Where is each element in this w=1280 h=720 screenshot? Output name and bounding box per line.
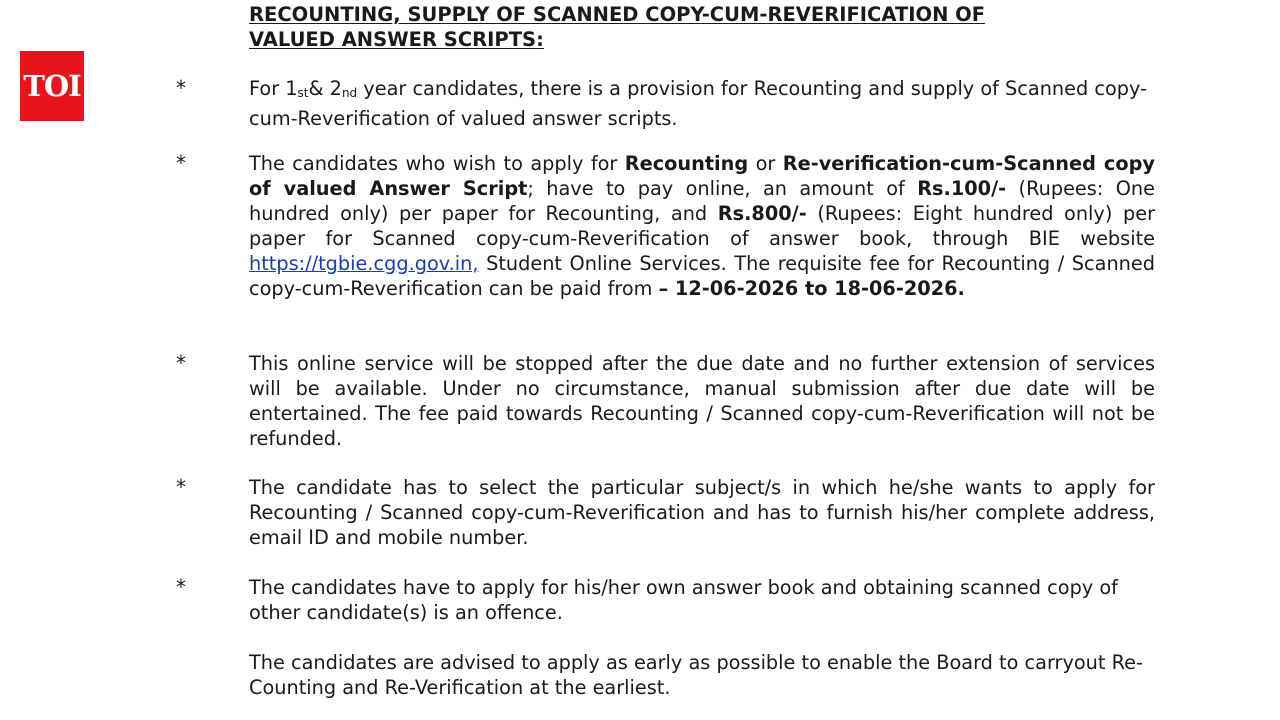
p2-text-5: (Rupees: Eight hundred only) per paper for Scanned copy-cum-Reverification of answer book, through BIE website	[249, 202, 1155, 250]
p1-st: st	[297, 86, 309, 100]
heading-line-2: VALUED ANSWER SCRIPTS:	[249, 28, 544, 51]
document-heading	[249, 2, 1109, 52]
bullet-marker-5: *	[176, 575, 186, 599]
bullet-marker-2: *	[176, 151, 186, 175]
paragraph-6: The candidates are advised to apply as early as possible to enable the Board to carryout Re-Counting and Re-Verification at the earliest.	[249, 651, 1143, 699]
heading-line-1: RECOUNTING, SUPPLY OF SCANNED COPY-CUM-REVERIFICATION OF	[249, 3, 986, 26]
bullet-marker-4: *	[176, 475, 186, 499]
bullet-marker-3: *	[176, 351, 186, 375]
paragraph-3: This online service will be stopped after the due date and no further extension of services will be available. Under no circumstance, manual submission after due date will be entertained. The fee paid towards Recounting / Scanned copy-cum-Reverification will not be refunded.	[249, 352, 1155, 450]
p2-text-1: The candidates who wish to apply for	[249, 152, 625, 175]
p2-bold-recounting: Recounting	[624, 152, 749, 175]
bie-website-link[interactable]: https://tgbie.cgg.gov.in,	[249, 252, 479, 275]
p2-bold-reverification: Re-verification-cum-Scanned copy of valued Answer Script	[249, 152, 1155, 200]
bullet-marker-1: *	[176, 76, 186, 100]
paragraph-2	[249, 151, 1155, 301]
paragraph-1	[249, 76, 1155, 131]
toi-logo-text: TOI	[23, 69, 81, 103]
p1-nd: nd	[341, 86, 358, 100]
p2-bold-rs800: Rs.800/-	[717, 202, 807, 225]
p1-pre: For 1	[249, 77, 298, 100]
p2-text-2: or	[748, 152, 783, 175]
p2-text-4: (Rupees: One hundred only) per paper for Recounting, and	[249, 177, 1156, 225]
p2-text-3: ; have to pay online, an amount of	[527, 177, 918, 200]
p2-text-6: Student Online Services. The requisite fee for Recounting / Scanned copy-cum-Reverification can be paid from	[249, 252, 1155, 300]
toi-logo	[20, 51, 84, 121]
p2-bold-dates: – 12-06-2026 to 18-06-2026.	[658, 277, 965, 300]
paragraph-5: The candidates have to apply for his/her own answer book and obtaining scanned copy of other candidate(s) is an offence.	[249, 576, 1118, 624]
paragraph-4: The candidate has to select the particular subject/s in which he/she wants to apply for Recounting / Scanned copy-cum-Reverification and has to furnish his/her complete address, email ID and mobile number.	[249, 476, 1155, 549]
p1-post: year candidates, there is a provision for Recounting and supply of Scanned copy-cum-Reverification of valued answer scripts.	[249, 77, 1148, 130]
p2-bold-rs100: Rs.100/-	[917, 177, 1007, 200]
p1-mid: & 2	[308, 77, 342, 100]
